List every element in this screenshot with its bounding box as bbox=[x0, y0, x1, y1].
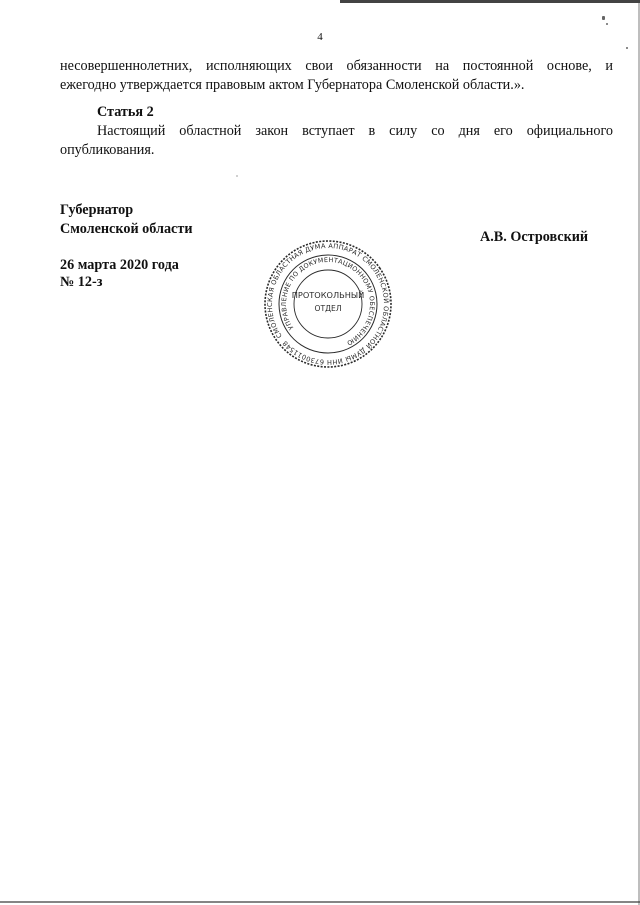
scan-speck bbox=[606, 23, 608, 25]
stamp-outer-text: СМОЛЕНСКАЯ ОБЛАСТНАЯ ДУМА АППАРАТ СМОЛЕНСКОЙ ОБЛАСТНОЙ ДУМЫ ИНН 6730011548 bbox=[265, 241, 391, 367]
stamp-center-line-2: ОТДЕЛ bbox=[314, 304, 342, 313]
continuation-line-1: несовершеннолетних, исполняющих свои обязанности на постоянной основе, и bbox=[60, 58, 613, 74]
article-text-line-2: опубликования. bbox=[60, 142, 155, 158]
document-number: № 12-з bbox=[60, 274, 103, 290]
article-text-line-1: Настоящий областной закон вступает в силу со дня его официального bbox=[97, 123, 613, 139]
scan-edge-bottom bbox=[0, 901, 640, 903]
scan-speck bbox=[236, 175, 238, 177]
official-stamp bbox=[262, 238, 394, 370]
stamp-inner-text: УПРАВЛЕНИЕ ПО ДОКУМЕНТАЦИОННОМУ ОБЕСПЕЧЕНИЮ bbox=[279, 255, 377, 348]
signatory-title-line-1: Губернатор bbox=[60, 202, 134, 218]
scan-speck bbox=[626, 47, 628, 49]
scan-speck bbox=[602, 16, 605, 20]
document-date: 26 марта 2020 года bbox=[60, 257, 179, 273]
page-number: 4 bbox=[317, 31, 323, 43]
signatory-title-line-2: Смоленской области bbox=[60, 221, 193, 237]
article-heading: Статья 2 bbox=[97, 104, 154, 120]
scan-edge-top bbox=[340, 0, 640, 3]
continuation-line-2: ежегодно утверждается правовым актом Губернатора Смоленской области.». bbox=[60, 77, 525, 93]
signatory-name: А.В. Островский bbox=[480, 229, 589, 245]
stamp-center-line-1: ПРОТОКОЛЬНЫЙ bbox=[291, 290, 365, 300]
